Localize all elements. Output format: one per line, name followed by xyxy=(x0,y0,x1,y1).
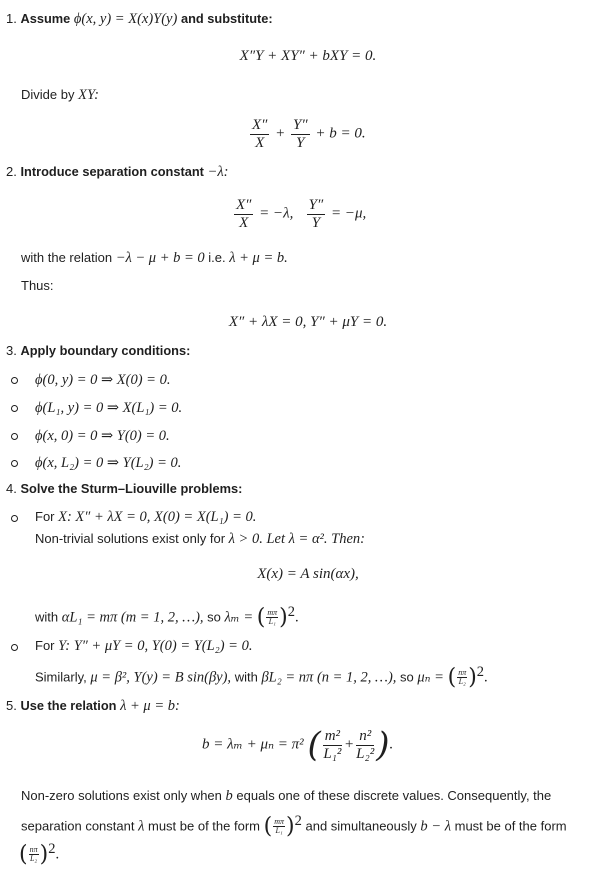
divide-by-line xyxy=(21,86,99,104)
relation-ie: i.e. xyxy=(208,250,226,265)
right-paren: ) xyxy=(468,664,477,690)
right-paren: ) xyxy=(376,725,390,765)
conclusion-line-2: separation constant λ must be of the form ( $\frac{m\pi}{\text{L₁}}$ )$^2$ and simultaneously b − λ must be of the form xyxy=(21,813,567,839)
bullet-icon xyxy=(11,515,18,522)
step-title: Assume xyxy=(20,11,71,26)
sl-x-for: For xyxy=(35,509,55,524)
relation-text: with the relation xyxy=(21,250,113,265)
conclusion-text-1: Non-zero solutions exist only when xyxy=(21,788,222,803)
equation-4: X″ + λX = 0, Y″ + μY = 0. xyxy=(228,314,388,330)
step-title: Introduce separation constant xyxy=(20,164,204,179)
fraction-m-pi-l1: $\frac{m\pi}{\text{L₁}}$ xyxy=(267,608,278,627)
left-paren: ( xyxy=(263,813,273,839)
step-number: 3. xyxy=(6,343,17,358)
step-number: 1. xyxy=(6,11,17,26)
sl-x-cond: αL₁ = mπ (m = 1, 2, …), xyxy=(61,609,204,626)
conclusion-text-4: must be of the form xyxy=(148,818,260,834)
conclusion-text-3: separation constant xyxy=(21,818,135,834)
equation-3 xyxy=(232,197,366,231)
step-title: Solve the Sturm–Liouville problems: xyxy=(20,481,243,496)
sl-x-lambda: λₘ = xyxy=(224,609,254,626)
left-paren: ( xyxy=(447,664,457,690)
boundary-condition: ϕ(L₁, y) = 0 ⇒ X(L₁) = 0. xyxy=(35,400,183,416)
sl-x-problem: X: X″ + λX = 0, X(0) = X(L₁) = 0. xyxy=(58,509,257,525)
fraction-n2-l2: $\frac{\text{n²}}{\text{L₂²}}$ xyxy=(356,728,375,762)
equation-3-b-rhs: = −μ, xyxy=(331,205,367,222)
boundary-condition: ϕ(x, 0) = 0 ⇒ Y(0) = 0. xyxy=(35,428,170,444)
fraction-n-pi-l2: $\frac{n\pi}{\text{L₂}}$ xyxy=(458,668,467,687)
equation-5-lhs: b = λₘ + μₙ = π² xyxy=(202,736,304,753)
fraction-y: $\frac{Y''}{Y}$ xyxy=(308,197,324,231)
divide-by-text: Divide by xyxy=(21,87,75,102)
step-title-math: ϕ(x, y) = X(x)Y(y) xyxy=(73,11,178,27)
sl-x-nontrivial-text: Non-trivial solutions exist only for xyxy=(35,531,226,546)
thus-label: Thus: xyxy=(21,278,54,293)
step-title: Apply boundary conditions: xyxy=(20,343,191,358)
sl-y-with: with xyxy=(234,669,258,685)
sl-x-so: so xyxy=(207,609,221,625)
relation-line xyxy=(21,249,288,267)
boundary-condition: ϕ(x, L₂) = 0 ⇒ Y(L₂) = 0. xyxy=(35,455,182,471)
conclusion-text-2: equals one of these discrete values. Consequently, the xyxy=(236,788,552,803)
divide-by-math: XY: xyxy=(78,87,99,103)
sl-x-nontrivial-line xyxy=(35,530,365,548)
step-title-math: λ + μ = b: xyxy=(120,698,180,714)
sl-y-cond: βL₂ = nπ (n = 1, 2, …), xyxy=(261,669,397,686)
right-paren: ) xyxy=(279,604,288,630)
bullet-icon xyxy=(11,644,18,651)
conclusion-b: b xyxy=(225,788,233,804)
step-title: Use the relation xyxy=(20,698,117,713)
boundary-condition: ϕ(0, y) = 0 ⇒ X(0) = 0. xyxy=(35,372,171,388)
sl-y-problem: Y: Y″ + μY = 0, Y(0) = Y(L₂) = 0. xyxy=(58,638,253,654)
sl-x-with: with xyxy=(35,609,59,625)
step-4-heading xyxy=(6,481,242,497)
conclusion-line-3: ( $\frac{n\pi}{\text{L₂}}$ )$^2$. xyxy=(19,841,60,867)
step-3-heading xyxy=(6,343,190,359)
equation-2-rest: + b = 0. xyxy=(315,125,366,142)
fraction-x: $\frac{X''}{X}$ xyxy=(252,117,268,151)
conclusion-text-6: must be of the form xyxy=(454,818,567,834)
step-number: 5. xyxy=(6,698,17,713)
sl-x-solution: X(x) = A sin(αx), xyxy=(257,566,359,582)
equation-5: b = λₘ + μₙ = π² ( $\frac{\text{m²}}{\text{L₁²}}$ + $\frac{\text{n²}}{\text{L₂²}}$ ). xyxy=(202,725,394,765)
sl-x-problem-line xyxy=(35,508,256,526)
equation-3-a-rhs: = −λ, xyxy=(259,205,294,222)
sl-y-eigenvalue-line: Similarly, μ = β², Y(y) = B sin(βy), with βL₂ = nπ (n = 1, 2, …), so μₙ = ( $\frac{n\pi}{\text{L₂}}$ )$^2$. xyxy=(35,664,488,690)
right-paren: ) xyxy=(286,813,295,839)
relation-math-2: λ + μ = b. xyxy=(229,250,288,266)
sl-x-nontrivial-math: λ > 0. Let λ = α². Then: xyxy=(228,531,365,547)
equation-2: $\frac{X''}{X}$ + $\frac{Y''}{Y}$ + b = 0. xyxy=(252,117,366,151)
fraction-m-pi-l1: $\frac{m\pi}{\text{L₁}}$ xyxy=(274,817,285,836)
sl-x-eigenvalue-line: with αL₁ = mπ (m = 1, 2, …), so λₘ = ( $\frac{m\pi}{\text{L₁}}$ )$^2$. xyxy=(35,604,299,630)
sl-y-mu: μ = β², Y(y) = B sin(βy), xyxy=(90,669,232,686)
relation-math: −λ − μ + b = 0 xyxy=(115,250,205,266)
bullet-icon xyxy=(11,405,18,412)
fraction-n-pi-l2: $\frac{n\pi}{\text{L₂}}$ xyxy=(29,845,38,864)
fraction-x: $\frac{X''}{X}$ xyxy=(236,197,252,231)
sl-y-so: so xyxy=(400,669,414,685)
equation-1: X″Y + XY″ + bXY = 0. xyxy=(239,48,377,64)
fraction-m2-l1: $\frac{\text{m²}}{\text{L₁²}}$ xyxy=(323,728,342,762)
conclusion-lambda: λ xyxy=(138,818,145,835)
step-5-heading xyxy=(6,697,180,715)
step-1-heading xyxy=(6,10,273,28)
bullet-icon xyxy=(11,377,18,384)
step-title-math: −λ: xyxy=(207,164,229,180)
sl-y-for: For xyxy=(35,638,55,653)
sl-y-similarly: Similarly, xyxy=(35,669,87,685)
fraction-y: $\frac{Y''}{Y}$ xyxy=(293,117,308,151)
step-2-heading xyxy=(6,163,228,181)
step-title-tail: and substitute: xyxy=(180,11,273,26)
conclusion-text-5: and simultaneously xyxy=(305,818,417,834)
left-paren: ( xyxy=(307,725,321,765)
bullet-icon xyxy=(11,460,18,467)
step-number: 4. xyxy=(6,481,17,496)
left-paren: ( xyxy=(256,604,266,630)
conclusion-b-minus-lambda: b − λ xyxy=(420,818,451,835)
sl-y-problem-line xyxy=(35,637,252,655)
sl-y-mu-n: μₙ = xyxy=(417,669,444,686)
bullet-icon xyxy=(11,433,18,440)
right-paren: ) xyxy=(39,841,49,867)
left-paren: ( xyxy=(19,841,28,867)
step-number: 2. xyxy=(6,164,17,179)
conclusion-line-1 xyxy=(21,787,551,805)
